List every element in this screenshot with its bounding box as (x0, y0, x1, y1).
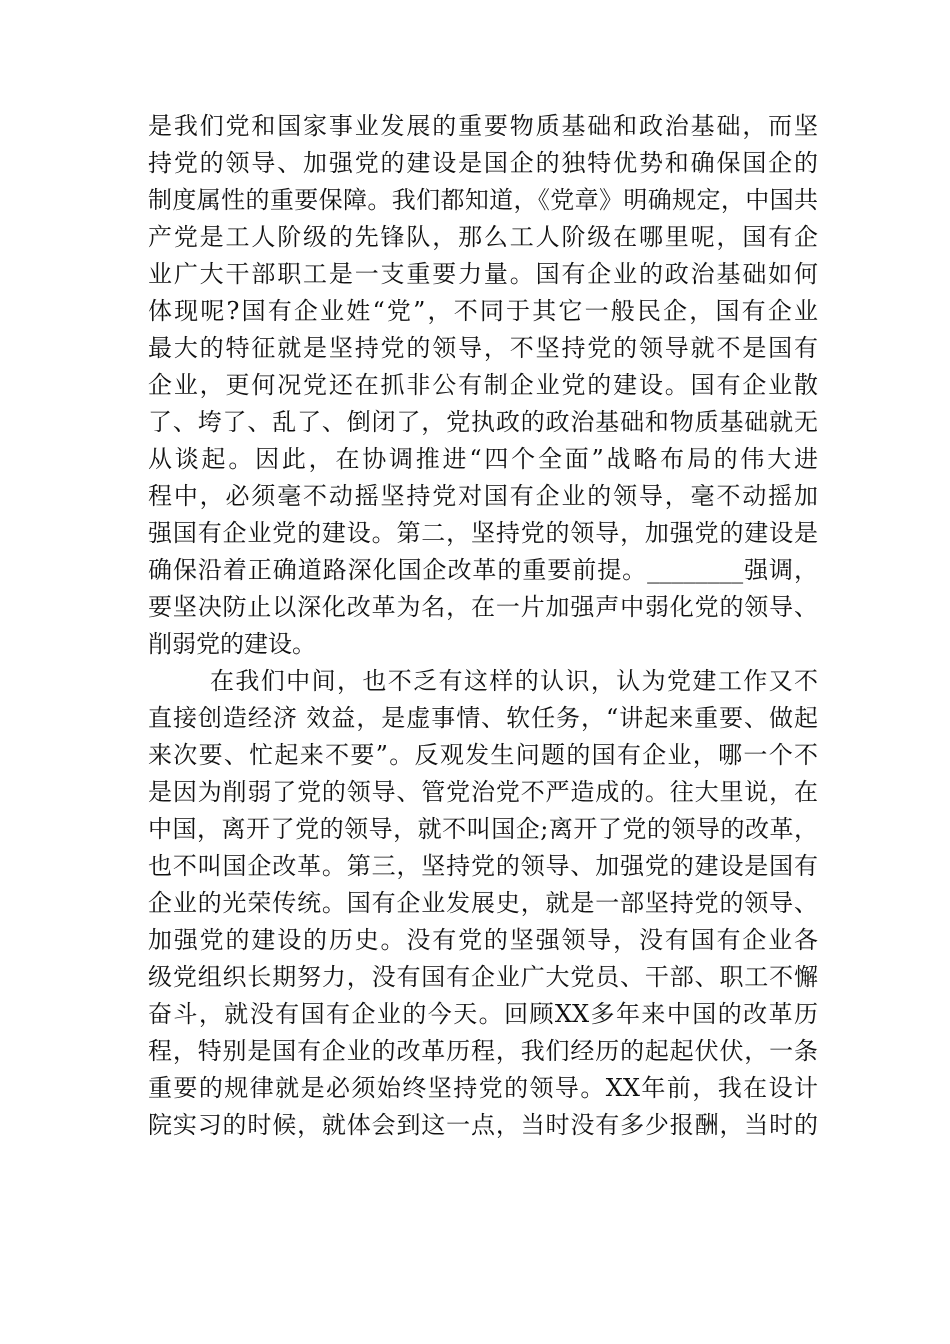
text-line: 确保沿着正确道路深化国企改革的重要前提。________强调， (148, 556, 818, 584)
text-line: 直接创造经济 效益，是虚事情、软任务，“讲起来重要、做起 (148, 704, 818, 732)
text-line: 企业，更何况党还在抓非公有制企业党的建设。国有企业散 (148, 371, 818, 399)
text-line: 持党的领导、加强党的建设是国企的独特优势和确保国企的 (148, 149, 818, 177)
body-text (148, 108, 818, 1144)
text-line: 要坚决防止以深化改革为名，在一片加强声中弱化党的领导、 (148, 593, 818, 621)
text-line: 企业的光荣传统。国有企业发展史，就是一部坚持党的领导、 (148, 889, 818, 917)
text-line: 了、垮了、乱了、倒闭了，党执政的政治基础和物质基础就无 (148, 408, 818, 436)
text-line: 削弱党的建设。 (148, 630, 316, 658)
text-line: 是因为削弱了党的领导、管党治党不严造成的。往大里说，在 (148, 778, 818, 806)
text-line: 在我们中间，也不乏有这样的认识，认为党建工作又不 (210, 667, 818, 695)
text-line: 程，特别是国有企业的改革历程，我们经历的起起伏伏，一条 (148, 1037, 818, 1065)
text-line: 级党组织长期努力，没有国有企业广大党员、干部、职工不懈 (148, 963, 818, 991)
text-line: 体现呢?国有企业姓“党”，不同于其它一般民企，国有企业 (148, 297, 818, 325)
text-line: 来次要、忙起来不要”。反观发生问题的国有企业，哪一个不 (148, 741, 818, 769)
paragraph-1 (148, 108, 818, 663)
text-line: 程中，必须毫不动摇坚持党对国有企业的领导，毫不动摇加 (148, 482, 818, 510)
text-line: 产党是工人阶级的先锋队，那么工人阶级在哪里呢，国有企 (148, 223, 818, 251)
text-line: 加强党的建设的历史。没有党的坚强领导，没有国有企业各 (148, 926, 818, 954)
paragraph-2 (148, 663, 818, 1144)
text-line: 奋斗，就没有国有企业的今天。回顾XX多年来中国的改革历 (148, 1000, 818, 1028)
text-line: 中国，离开了党的领导，就不叫国企;离开了党的领导的改革， (148, 815, 818, 843)
text-line: 是我们党和国家事业发展的重要物质基础和政治基础，而坚 (148, 112, 818, 140)
text-line: 也不叫国企改革。第三，坚持党的领导、加强党的建设是国有 (148, 852, 818, 880)
text-line: 强国有企业党的建设。第二，坚持党的领导，加强党的建设是 (148, 519, 818, 547)
text-line: 制度属性的重要保障。我们都知道，《党章》明确规定，中国共 (148, 186, 818, 214)
text-line: 院实习的时候，就体会到这一点，当时没有多少报酬，当时的 (148, 1111, 818, 1139)
text-line: 最大的特征就是坚持党的领导，不坚持党的领导就不是国有 (148, 334, 818, 362)
text-line: 从谈起。因此，在协调推进“四个全面”战略布局的伟大进 (148, 445, 818, 473)
text-line: 业广大干部职工是一支重要力量。国有企业的政治基础如何 (148, 260, 818, 288)
text-line: 重要的规律就是必须始终坚持党的领导。XX年前，我在设计 (148, 1074, 818, 1102)
